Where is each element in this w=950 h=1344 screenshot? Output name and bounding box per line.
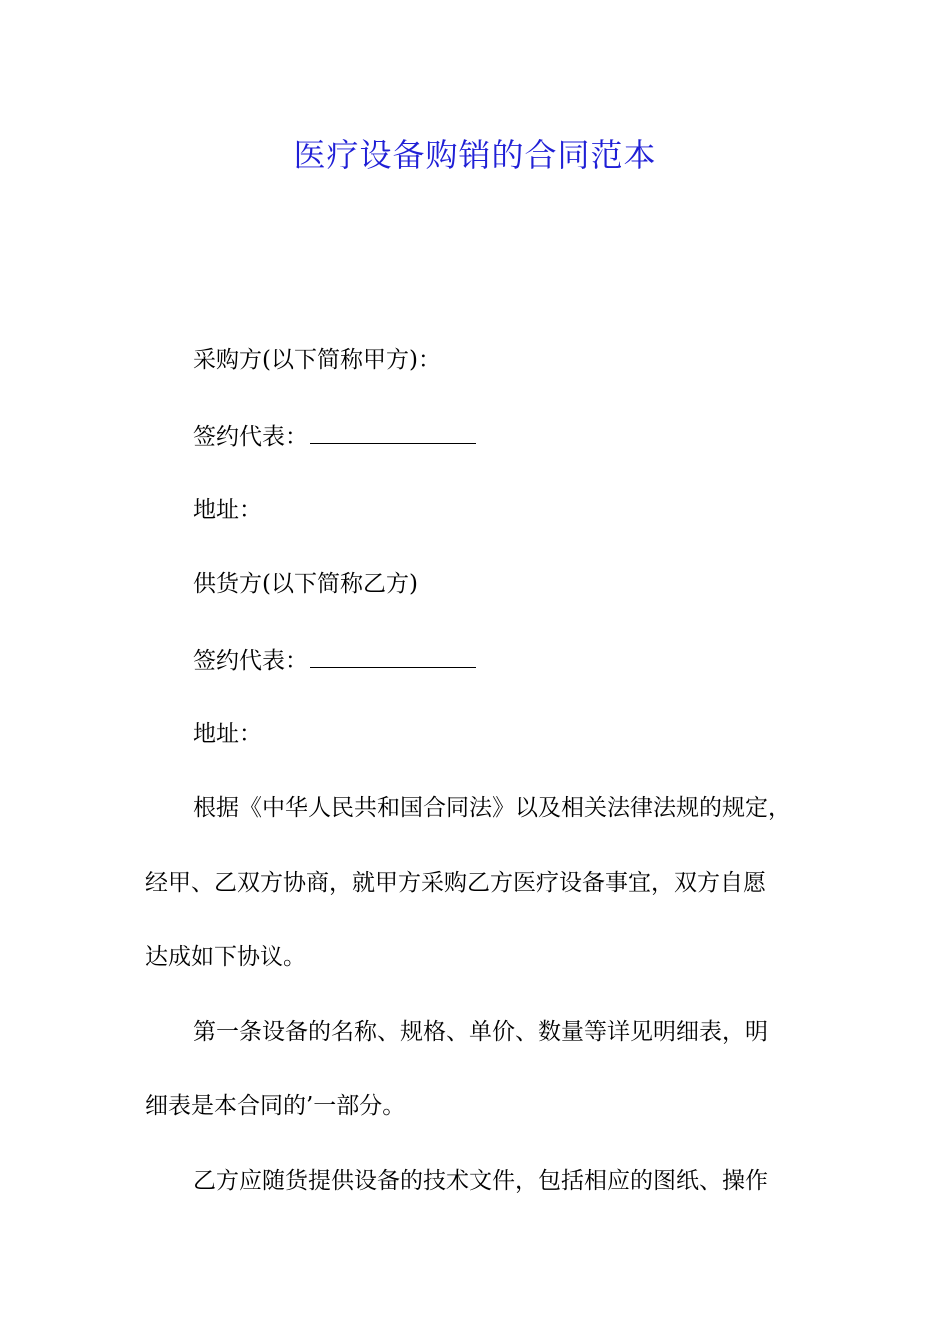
buyer-rep-line (193, 421, 476, 452)
paragraph-1-line-2: 经甲、乙双方协商，就甲方采购乙方医疗设备事宜，双方自愿 (145, 870, 766, 896)
buyer-rep-blank (310, 421, 476, 444)
document-title: 医疗设备购销的合同范本 (293, 136, 657, 174)
supplier-rep-blank (310, 645, 476, 668)
paragraph-1-line-3: 达成如下协议。 (145, 944, 306, 970)
paragraph-2-line-2: 细表是本合同的’一部分。 (145, 1093, 406, 1119)
supplier-rep-line (193, 645, 476, 676)
supplier-line: 供货方(以下简称乙方) (193, 571, 418, 597)
supplier-rep-label: 签约代表： (193, 648, 308, 674)
paragraph-1-line-1: 根据《中华人民共和国合同法》以及相关法律法规的规定， (193, 795, 791, 821)
paragraph-2-line-1: 第一条设备的名称、规格、单价、数量等详见明细表，明 (193, 1019, 768, 1045)
buyer-rep-label: 签约代表： (193, 424, 308, 450)
paragraph-3-line-1: 乙方应随货提供设备的技术文件，包括相应的图纸、操作 (193, 1168, 768, 1194)
buyer-address-line: 地址： (193, 497, 262, 523)
buyer-line: 采购方(以下简称甲方)： (193, 347, 441, 373)
supplier-address-line: 地址： (193, 721, 262, 747)
